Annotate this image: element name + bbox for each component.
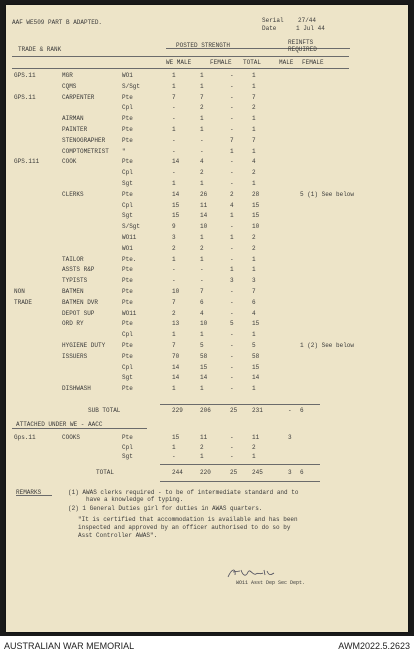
row-rank: Sgt [122, 453, 133, 460]
header-rule-top [12, 56, 349, 57]
row-we: - [172, 104, 176, 112]
serial-label: Serial [262, 17, 284, 24]
total-we: 244 [172, 469, 183, 476]
row-total: 58 [252, 352, 260, 360]
row-rank: WO1 [122, 72, 133, 79]
row-total: 2 [252, 443, 256, 451]
row-g: TRADE [14, 298, 33, 306]
row-we: 14 [172, 190, 180, 198]
row-female: - [230, 223, 234, 231]
row-trade: ASSTS R&P [62, 266, 95, 274]
row-male: 14 [200, 374, 208, 382]
row-total: 3 [252, 277, 256, 285]
row-female: - [230, 331, 234, 339]
row-trade: COOKS [62, 434, 81, 441]
row-rank: Pte [122, 190, 133, 198]
row-male: 1 [200, 115, 204, 123]
col-required: REQUIRED [288, 46, 317, 53]
row-we: 1 [172, 443, 176, 451]
row-male: 5 [200, 342, 204, 349]
row-trade: TYPISTS [62, 277, 88, 285]
total-rf: 6 [300, 469, 304, 476]
row-trade: PAINTER [62, 126, 88, 133]
row-rf: 5 (1) See below [300, 190, 355, 198]
row-male: - [200, 147, 204, 155]
row-male: 4 [200, 309, 204, 317]
row-female: - [230, 385, 234, 393]
row-male: - [200, 136, 204, 144]
row-female: - [230, 298, 234, 306]
row-female: - [230, 309, 234, 317]
row-male: 1 [200, 255, 204, 263]
row-we: 1 [172, 180, 176, 187]
row-we: 7 [172, 342, 176, 349]
row-total: 1 [252, 180, 256, 187]
row-rank: Sgt [122, 374, 133, 382]
row-total: 15 [252, 201, 260, 209]
row-trade: CARPENTER [62, 93, 95, 101]
total-label: TOTAL [96, 469, 115, 476]
doc-title: AAF WE509 PART B ADAPTED. [12, 19, 103, 26]
remark-3: "It is certified that accommodation is available and has been [78, 516, 298, 523]
row-rank: Pte [122, 298, 133, 306]
row-rank: Pte [122, 342, 133, 349]
row-rf: 1 (2) See below [300, 342, 355, 349]
row-total: 6 [252, 298, 256, 306]
row-male: 10 [200, 320, 208, 328]
row-female: - [230, 126, 234, 133]
remark-1: (1) AWAS clerks required - to be of intermediate standard and to [68, 489, 299, 496]
row-total: 4 [252, 309, 256, 317]
row-rank: WO11 [122, 234, 137, 241]
row-trade: HYGIENE DUTY [62, 342, 106, 349]
col-female: FEMALE [210, 59, 232, 66]
row-total: 1 [252, 266, 256, 274]
row-trade: DEPOT SUP [62, 309, 95, 317]
row-rank: Cpl [122, 169, 133, 177]
row-g: GPS.11 [14, 93, 36, 101]
row-rank: " [122, 147, 126, 155]
row-we: - [172, 115, 176, 123]
row-female: - [230, 374, 234, 382]
row-female: - [230, 104, 234, 112]
col-we-male: WE MALE [166, 59, 192, 66]
row-female: - [230, 443, 234, 451]
row-rank: Pte [122, 288, 133, 295]
row-female: - [230, 93, 234, 101]
row-rank: Pte [122, 320, 133, 328]
row-we: 2 [172, 309, 176, 317]
row-female: 1 [230, 212, 234, 220]
total-male: 220 [200, 469, 211, 476]
col-reinfts: REINFTS [288, 39, 314, 46]
row-rank: Pte [122, 126, 133, 133]
row-total: 2 [252, 244, 256, 252]
row-male: 1 [200, 126, 204, 133]
row-male: 4 [200, 158, 204, 166]
row-total: 28 [252, 190, 260, 198]
signature-typed-line: WO11 Asst Dep Sec Dept. [236, 580, 306, 586]
row-trade: AIRMAN [62, 115, 84, 123]
sub-total-female: 25 [230, 407, 238, 414]
row-female: - [230, 72, 234, 79]
row-rank: Pte [122, 277, 133, 285]
row-male: 2 [200, 244, 204, 252]
row-male: 15 [200, 363, 208, 371]
row-female: 7 [230, 136, 234, 144]
row-we: - [172, 277, 176, 285]
row-male: 1 [200, 82, 204, 90]
signature-image [226, 566, 278, 580]
row-total: 2 [252, 234, 256, 241]
row-total: 10 [252, 223, 260, 231]
row-we: 2 [172, 244, 176, 252]
row-trade: STENOGRAPHER [62, 136, 106, 144]
row-we: - [172, 147, 176, 155]
row-we: 10 [172, 288, 180, 295]
row-total: 15 [252, 320, 260, 328]
row-total: 1 [252, 331, 256, 339]
row-g: GPS.111 [14, 158, 40, 166]
row-rank: Sgt [122, 180, 133, 187]
row-trade: COOK [62, 158, 77, 166]
row-rank: Pte [122, 115, 133, 123]
row-male: 10 [200, 223, 208, 231]
row-trade: CLERKS [62, 190, 84, 198]
row-rank: Pte. [122, 255, 137, 263]
row-female: 3 [230, 277, 234, 285]
date-label: Date [262, 25, 277, 32]
row-we: 7 [172, 298, 176, 306]
col-req-male: MALE [279, 59, 294, 66]
row-we: - [172, 136, 176, 144]
row-total: 15 [252, 212, 260, 220]
row-trade: BATMEN DVR [62, 298, 99, 306]
row-trade: DISHWASH [62, 385, 91, 393]
row-female: 5 [230, 320, 234, 328]
row-rank: Pte [122, 352, 133, 360]
row-total: 1 [252, 72, 256, 79]
row-total: 1 [252, 82, 256, 90]
row-female: - [230, 352, 234, 360]
row-rank: WO11 [122, 309, 137, 317]
row-female: - [230, 342, 234, 349]
total-total: 245 [252, 469, 263, 476]
row-we: - [172, 453, 176, 460]
total-female: 25 [230, 469, 238, 476]
row-total: 4 [252, 158, 256, 166]
row-female: 1 [230, 234, 234, 241]
sub-total-total: 231 [252, 407, 263, 414]
row-male: 1 [200, 72, 204, 79]
row-trade: TAILOR [62, 255, 84, 263]
row-total: 7 [252, 93, 256, 101]
date-value: 1 Jul 44 [296, 25, 325, 32]
row-male: 11 [200, 201, 208, 209]
row-total: 2 [252, 104, 256, 112]
row-we: 1 [172, 126, 176, 133]
row-total: 2 [252, 169, 256, 177]
row-rank: Cpl [122, 443, 133, 451]
row-rank: Cpl [122, 331, 133, 339]
row-female: 1 [230, 266, 234, 274]
row-trade: COMPTOMETRIST [62, 147, 109, 155]
row-female: 1 [230, 147, 234, 155]
row-we: 7 [172, 93, 176, 101]
row-we: 1 [172, 72, 176, 79]
row-g: GPS.11 [14, 72, 36, 79]
row-total: 15 [252, 363, 260, 371]
row-rank: Pte [122, 158, 133, 166]
row-female: - [230, 255, 234, 263]
row-male: 1 [200, 453, 204, 460]
row-male: 1 [200, 331, 204, 339]
col-posted-strength: POSTED STRENGTH [176, 42, 231, 49]
row-we: 1 [172, 385, 176, 393]
row-we: 14 [172, 363, 180, 371]
row-female: - [230, 363, 234, 371]
row-total: 1 [252, 147, 256, 155]
row-we: 14 [172, 374, 180, 382]
row-rank: Pte [122, 266, 133, 274]
remark-2: (2) 1 General Duties girl for duties in AWAS quarters. [68, 505, 263, 512]
row-female: - [230, 434, 234, 441]
row-trade: CQMS [62, 82, 77, 90]
row-male: 14 [200, 212, 208, 220]
row-male: 11 [200, 434, 208, 441]
header-rule-bottom [12, 68, 349, 69]
row-total: 5 [252, 342, 256, 349]
row-total: 7 [252, 136, 256, 144]
row-trade: ORD RY [62, 320, 84, 328]
row-male: - [200, 266, 204, 274]
row-male: 58 [200, 352, 208, 360]
row-we: 70 [172, 352, 180, 360]
row-rank: S/Sgt [122, 82, 141, 90]
row-male: 6 [200, 298, 204, 306]
row-total: 1 [252, 255, 256, 263]
total-rule-top [160, 464, 320, 465]
row-male: - [200, 277, 204, 285]
row-we: 3 [172, 234, 176, 241]
row-total: 1 [252, 385, 256, 393]
row-male: 2 [200, 443, 204, 451]
row-g: Gps.11 [14, 434, 36, 441]
row-female: - [230, 244, 234, 252]
row-male: 1 [200, 180, 204, 187]
row-male: 1 [200, 385, 204, 393]
row-we: 1 [172, 331, 176, 339]
row-trade: MGR [62, 72, 73, 79]
row-female: - [230, 288, 234, 295]
row-we: 1 [172, 255, 176, 263]
row-trade: BATMEN [62, 288, 84, 295]
row-total: 1 [252, 126, 256, 133]
row-we: 15 [172, 212, 180, 220]
row-rank: Pte [122, 385, 133, 393]
row-total: 1 [252, 115, 256, 123]
row-we: 14 [172, 158, 180, 166]
row-we: 13 [172, 320, 180, 328]
col-trade-rank: TRADE & RANK [18, 46, 62, 53]
remark-3b: inspected and approved by an officer authorised to do so by [78, 524, 291, 531]
sub-total-rm: - [288, 407, 292, 414]
attached-heading: ATTACHED UNDER WE - AACC [16, 421, 103, 428]
total-rm: 3 [288, 469, 292, 476]
row-rm: 3 [288, 434, 292, 441]
row-female: 2 [230, 190, 234, 198]
row-rank: Cpl [122, 201, 133, 209]
row-male: 1 [200, 234, 204, 241]
row-trade: ISSUERS [62, 352, 88, 360]
row-female: 4 [230, 201, 234, 209]
row-total: 14 [252, 374, 260, 382]
row-male: 7 [200, 93, 204, 101]
row-rank: Pte [122, 93, 133, 101]
sub-total-male: 206 [200, 407, 211, 414]
row-male: 2 [200, 104, 204, 112]
row-rank: Pte [122, 136, 133, 144]
row-we: - [172, 266, 176, 274]
row-female: - [230, 169, 234, 177]
row-female: - [230, 180, 234, 187]
row-total: 11 [252, 434, 260, 441]
sub-total-rule [160, 404, 320, 405]
remarks-label: REMARKS [16, 489, 42, 496]
row-we: 15 [172, 434, 180, 441]
footer-accession: AWM2022.5.2623 [338, 641, 410, 651]
row-male: 2 [200, 169, 204, 177]
row-we: 9 [172, 223, 176, 231]
row-female: - [230, 158, 234, 166]
footer-source: AUSTRALIAN WAR MEMORIAL [4, 641, 135, 651]
row-we: - [172, 169, 176, 177]
sub-total-label: SUB TOTAL [88, 407, 121, 414]
row-we: 1 [172, 82, 176, 90]
row-rank: WO1 [122, 244, 133, 252]
row-female: - [230, 82, 234, 90]
row-rank: Pte [122, 434, 133, 441]
row-rank: Cpl [122, 104, 133, 112]
row-total: 7 [252, 288, 256, 295]
row-rank: Cpl [122, 363, 133, 371]
row-g: NON [14, 288, 25, 295]
col-req-female: FEMALE [302, 59, 324, 66]
row-female: - [230, 453, 234, 460]
remark-1b: have a knowledge of typing. [86, 496, 184, 503]
row-male: 7 [200, 288, 204, 295]
row-female: - [230, 115, 234, 123]
row-male: 26 [200, 190, 208, 198]
attached-heading-underline [12, 428, 147, 429]
serial-value: 27/44 [298, 17, 317, 24]
row-rank: S/Sgt [122, 223, 141, 231]
sub-total-we: 229 [172, 407, 183, 414]
col-total: TOTAL [243, 59, 262, 66]
total-rule-bottom [160, 481, 320, 482]
sub-total-rf: 6 [300, 407, 304, 414]
row-rank: Sgt [122, 212, 133, 220]
row-we: 15 [172, 201, 180, 209]
row-total: 1 [252, 453, 256, 460]
remark-3c: Asst Controller AWAS". [78, 532, 158, 539]
